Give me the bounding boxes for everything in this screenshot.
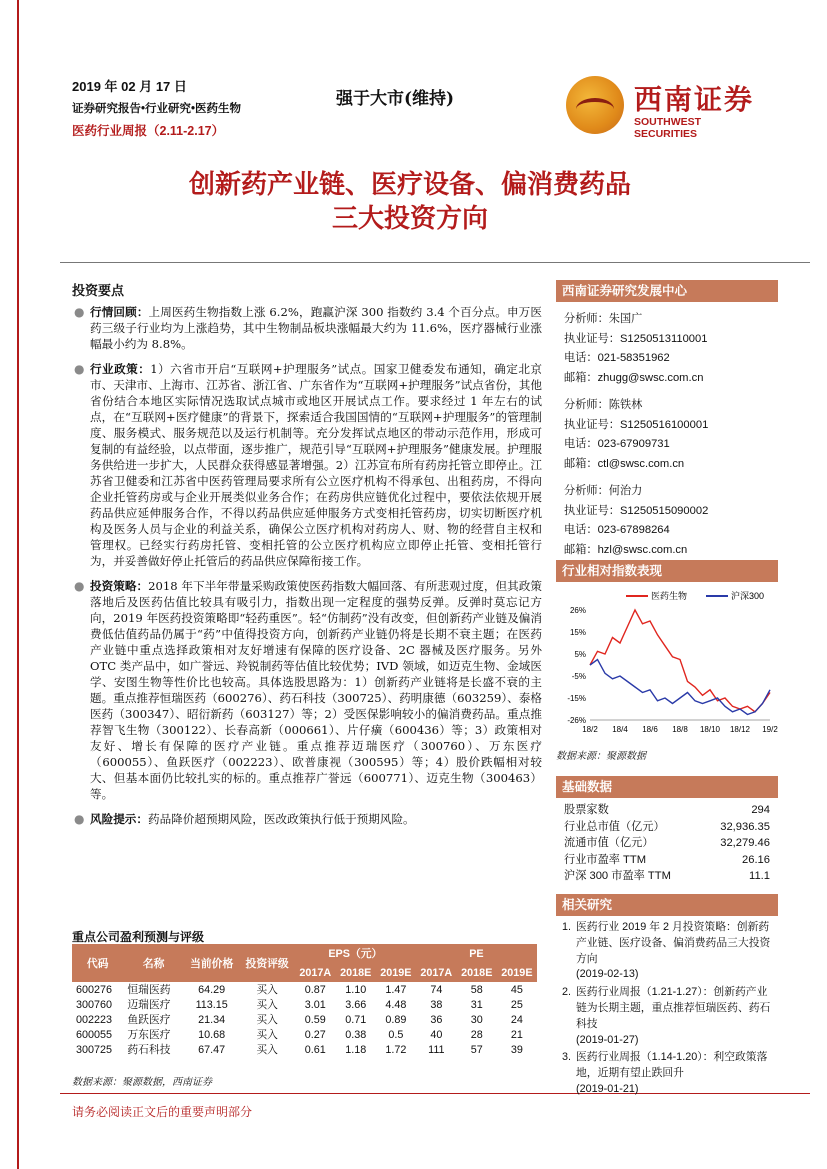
analyst-tel: 电话：021-58351962 [564,352,670,364]
analyst-cert: 执业证号：S1250513110001 [564,332,708,345]
basic-value: 32,936.35 [720,820,770,833]
related-text: 医药行业 2019 年 2 月投资策略：创新药产业链、医疗设备、偏消费药品三大投资方向 [576,921,771,965]
table-cell: 45 [510,983,523,996]
related-number: 3. [562,1051,572,1064]
table-cell: 21.34 [198,1013,226,1026]
col-code: 代码 [72,944,123,982]
table-cell: 买入 [256,1029,278,1041]
legend-label: 沪深300 [731,591,765,601]
table-cell: 买入 [256,1014,278,1026]
x-tick-label: 18/8 [672,725,688,734]
x-tick-label: 18/12 [729,725,751,734]
basic-value: 26.16 [742,853,770,866]
table-cell: 300725 [76,1043,113,1056]
table-row [72,997,537,1012]
table-cell: 31 [470,998,483,1011]
report-date: 2019 年 02 月 17 日 [72,79,187,94]
table-cell: 万东医疗 [127,1029,171,1041]
report-weekly-title: 医药行业周报（2.11-2.17） [72,124,225,138]
table-cell: 1.10 [345,983,367,996]
table-source: 数据来源：聚源数据，西南证券 [72,1077,212,1088]
y-tick-label: 15% [569,628,586,637]
research-center-title: 西南证券研究发展中心 [556,280,778,302]
col-price: 当前价格 [184,944,239,982]
table-cell: 111 [428,1043,445,1056]
table-cell: 0.61 [304,1043,326,1056]
y-tick-label: 5% [574,650,586,659]
table-cell: 1.72 [385,1043,407,1056]
x-tick-label: 18/6 [642,725,658,734]
y-tick-label: -15% [567,694,586,703]
table-cell: 25 [510,998,523,1011]
x-tick-label: 18/4 [612,725,628,734]
table-cell: 1.47 [385,983,407,996]
table-cell: 买入 [256,1044,278,1056]
col-name: 名称 [123,944,184,982]
para-policy [72,361,542,569]
table-cell: 0.89 [385,1013,407,1026]
basic-label: 流通市值（亿元） [564,837,654,850]
para-market-review [72,304,542,352]
col-rating: 投资评级 [239,944,294,982]
analyst-card [556,310,778,388]
para-risk [72,811,542,827]
table-cell: 0.87 [304,983,326,996]
table-cell: 4.48 [385,998,407,1011]
bullet-icon: ● [74,305,85,319]
bullet-icon: ● [74,362,85,376]
table-cell: 1.18 [345,1043,367,1056]
table-cell: 买入 [256,984,278,996]
col-year: 2019E [376,963,416,982]
table-cell: 0.38 [345,1028,367,1041]
series-line [590,660,770,715]
x-tick-label: 18/2 [582,725,598,734]
header-divider [60,262,810,263]
table-cell: 迈瑞医疗 [127,999,171,1011]
basic-value: 294 [751,804,770,816]
table-row [72,1042,537,1057]
table-cell: 28 [470,1028,483,1041]
para-text: 上周医药生物指数上涨 6.2%，跑赢沪深 300 指数约 3.4 个百分点。申万医药三级子行业均为上涨趋势，其中生物制品板块涨幅最大约为 11.6%，医疗器械行业涨幅最小约为 8.8%。 [90,305,542,351]
table-cell: 600276 [76,983,113,996]
bullet-icon: ● [74,812,85,826]
basic-label: 行业总市值（亿元） [564,820,665,833]
table-cell: 58 [470,983,483,996]
chart-title: 行业相对指数表现 [556,560,778,582]
analyst-cert: 执业证号：S1250515090002 [564,504,709,517]
related-date: (2019-01-27) [576,1033,639,1046]
report-category: 证券研究报告•行业研究•医药生物 [72,103,242,115]
analyst-mail[interactable]: 邮箱：zhugg@swsc.com.cn [564,371,704,384]
analyst-cert: 执业证号：S1250516100001 [564,418,709,431]
y-tick-label: 26% [569,606,586,615]
title-line-2: 三大投资方向 [331,204,488,234]
logo-text-en: SOUTHWEST SECURITIES [634,116,702,140]
footer-disclaimer: 请务必阅读正文后的重要声明部分 [72,1105,253,1119]
basic-label: 行业市盈率 TTM [564,853,647,866]
bullet-icon: ● [74,579,85,593]
table-cell: 0.59 [304,1013,326,1026]
basic-data-row [556,802,778,819]
table-cell: 39 [510,1043,523,1056]
table-cell: 24 [510,1013,523,1026]
table-cell: 10.68 [198,1028,226,1041]
company-logo [566,76,766,140]
chart-source: 数据来源：聚源数据 [556,751,646,762]
table-cell: 36 [430,1013,443,1026]
table-cell: 0.71 [345,1013,367,1026]
report-header [72,76,241,139]
analyst-name: 分析师：陈铁林 [564,399,643,411]
related-research [556,894,778,1098]
x-tick-label: 19/2 [762,725,778,734]
basic-label: 股票家数 [564,804,609,816]
para-head: 风险提示： [90,812,148,826]
relative-index-chart [556,560,778,760]
para-strategy [72,578,542,802]
basic-data-title: 基础数据 [556,776,778,798]
analyst-card [556,396,778,474]
related-title: 相关研究 [556,894,778,916]
table-cell: 64.29 [198,983,226,996]
col-year: 2018E [336,963,376,982]
related-item[interactable] [556,1050,778,1097]
col-year: 2017A [416,963,457,982]
para-head: 行情回顾： [90,305,149,319]
col-pe: PE [416,944,537,963]
basic-value: 32,279.46 [720,837,770,850]
analyst-tel: 电话：023-67909731 [564,438,670,450]
analyst-tel: 电话：023-67898264 [564,524,670,536]
related-text: 医药行业周报（1.21-1.27）：创新药产业链为长期主题，重点推荐恒瑞医药、药石科技 [576,986,771,1030]
basic-data [556,776,778,885]
left-accent-line [17,0,19,1169]
series-line [590,610,770,712]
table-cell: 002223 [76,1013,113,1026]
table-cell: 38 [430,998,443,1011]
col-year: 2018E [457,963,497,982]
chart-svg [556,582,778,742]
col-eps: EPS（元） [295,944,416,963]
para-text: 1）六省市开启“互联网+护理服务”试点。国家卫健委发布通知，确定北京市、天津市、上海市、江苏省、浙江省、广东省作为“互联网+护理服务”试点省份，其他省份结合本地区实际情况选取试点城市或地区开展试点工作。要求经过 1 年左右的试点，在“互联网+医疗健康”的背景下，探索适合我国国情的“互联网+护理服务”的管理制度、服务模式、服务规范以及运行机制等。充分发挥试点地区的带动示范作用，形成可复制的有益经验，以点带面，逐步推广，规范引导“互联网+护理服务”健康发展。护理服务供给进一步扩大，人民群众获得感显著增强。2）江苏宣布所有药房托管立即停止。江苏省卫健委和江苏省中医药管理局要求所有公立医疗机构不得承包、出租药房，不得向企业托管药房或与企业开展类似业务合作；在药房供应链优化过程中，要依法依规开展药品供应延伸服务合作，不得以药品供应延伸服务方式变相托管药房，切实切断医疗机构及医务人员与企业的利益关系，确保公立医疗机构对药房人、财、物的经营自主权和管理权。已经实行药房托管、变相托管的公立医疗机构应立即停止托管、变相托管行为，并妥善做好停止托管后的药品供应保障衔接工作。 [90,362,542,568]
industry-rating: 强于大市(维持) [336,89,455,109]
table-cell: 3.01 [304,998,326,1011]
table-title: 重点公司盈利预测与评级 [72,930,205,944]
related-date: (2019-01-21) [576,1082,639,1095]
analyst-mail[interactable]: 邮箱：ctl@swsc.com.cn [564,457,685,470]
related-item[interactable] [556,920,778,983]
table-cell: 67.47 [198,1043,226,1056]
para-head: 行业政策： [90,362,151,376]
basic-data-row [556,835,778,852]
related-number: 2. [562,986,572,999]
table-cell: 3.66 [345,998,367,1011]
sidebar [556,280,778,560]
para-text: 2018 年下半年带量采购政策使医药指数大幅回落、有所悲观过度，但其政策落地后及医药估值比较具有吸引力，指数出现一定程度的强势反弹。反弹时莫忘记方向，2019 年医药投资策略即“轻药重医”。轻“仿制药”没有改变，但创新药产业链及偏消费低估值药品仍属于“药”中值得投资方向，创新药产业链仍将是长期不衰主题；在医药产业链中重点选择政策相对友好增速有保障的医疗设备、2C 器械及医疗服务。另外 OTC 类产品中，如广誉远、羚锐制药等估值比较优势；IVD 领域，如迈克生物、金域医学、安图生物等性价比也较高。具体选股思路为：1）创新药产业链将是长盛不衰的主题。重点推荐恒瑞医药（600276）、药石科技（300725）、药明康德（603259）、泰格医药（300347）、昭衍新药（603127）等；2）受医保影响较小的偏消费药品。重点推荐智飞生物（300122）、长春高新（000661）、片仔癀（600436）等；3）政策相对友好、增长有保障的医疗产业链。重点推荐迈瑞医疗（300760）、万东医疗（600055）、鱼跃医疗（002223）、欧普康视（300595）等；4）股价跌幅相对较大、但基本面仍比较扎实的标的。重点推荐广誉远（600771）、迈克生物（300463）等。 [90,579,542,801]
table-cell: 鱼跃医疗 [127,1014,171,1026]
table-cell: 0.27 [304,1028,326,1041]
logo-text-cn: 西南证券 [634,83,755,116]
basic-label: 沪深 300 市盈率 TTM [564,870,671,883]
analyst-name: 分析师：朱国广 [564,313,643,325]
x-tick-label: 18/10 [699,725,721,734]
legend-label: 医药生物 [651,591,688,601]
stock-forecast-table [72,944,537,1057]
basic-data-row [556,819,778,836]
col-year: 2019E [497,963,537,982]
basic-data-row [556,852,778,869]
table-row [72,1012,537,1027]
report-title [60,168,760,236]
table-cell: 药石科技 [127,1044,171,1056]
table-row [72,982,537,997]
table-cell: 恒瑞医药 [127,984,171,996]
related-number: 1. [562,921,572,933]
table-cell: 113.15 [195,998,228,1011]
logo-emblem-icon [566,76,624,134]
table-cell: 30 [470,1013,483,1026]
main-content [72,304,542,836]
table-cell: 74 [430,983,443,996]
y-tick-label: -26% [567,716,586,725]
table-cell: 600055 [76,1028,113,1041]
table-cell: 21 [510,1028,523,1041]
table-cell: 57 [470,1043,483,1056]
analyst-mail[interactable]: 邮箱：hzl@swsc.com.cn [564,543,688,556]
section-title: 投资要点 [72,284,125,299]
related-date: (2019-02-13) [576,968,639,981]
basic-value: 11.1 [749,870,770,883]
para-head: 投资策略： [90,579,149,593]
analyst-card [556,482,778,560]
col-year: 2017A [295,963,336,982]
table-cell: 40 [430,1028,443,1041]
table-cell: 买入 [256,999,278,1011]
table-row [72,1027,537,1042]
related-item[interactable] [556,985,778,1048]
title-line-1: 创新药产业链、医疗设备、偏消费药品 [188,170,631,200]
related-text: 医药行业周报（1.14-1.20）：利空政策落地，近期有望止跌回升 [576,1051,768,1080]
table-cell: 300760 [76,998,113,1011]
basic-data-row [556,868,778,885]
table-cell: 0.5 [388,1028,404,1041]
y-tick-label: -5% [571,672,586,681]
analyst-name: 分析师：何治力 [564,485,643,497]
para-text: 药品降价超预期风险，医改政策执行低于预期风险。 [147,812,415,826]
